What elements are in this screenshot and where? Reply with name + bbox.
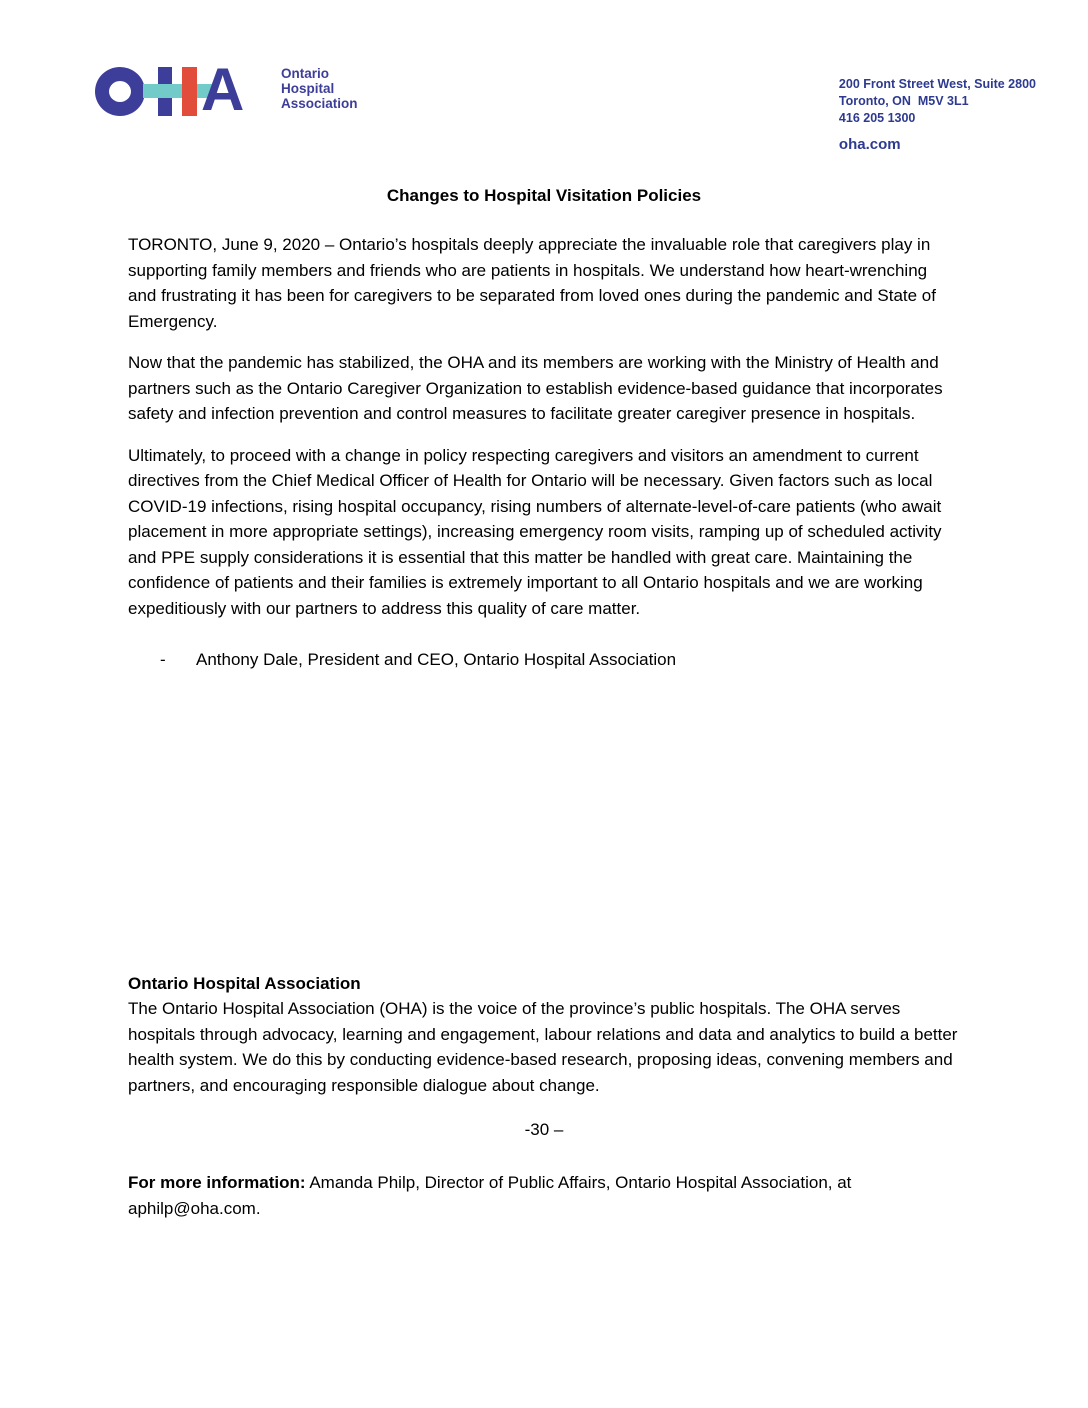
paragraph-stabilized: Now that the pandemic has stabilized, the OHA and its members are working with the Ministry of Health and partners such as the Ontario Caregiver Organization to establish evidence-based guidance that incorporates safety and infection prevention and control measures to facilitate greater caregiver presence in hospitals.: [128, 353, 943, 423]
about-paragraph: The Ontario Hospital Association (OHA) is the voice of the province’s public hospitals. The OHA serves hospitals through advocacy, learning and engagement, labour relations and data and analytics to build a better health system. We do this by conducting evidence-based research, proposing ideas, convening members and partners, and encouraging responsible dialogue about change.: [128, 999, 958, 1095]
oha-logo: [95, 56, 358, 123]
logo-letter-o-icon: [95, 67, 145, 116]
logo-wordmark-line: Ontario: [281, 66, 330, 81]
attribution-dash: -: [160, 650, 166, 669]
address-line-city: Toronto, ON M5V 3L1: [838, 94, 969, 108]
logo-letter-a: A: [201, 56, 243, 123]
oha-logo-mark-icon: [95, 56, 261, 123]
about-heading: Ontario Hospital Association: [128, 973, 361, 993]
address-line-street: 200 Front Street West, Suite 2800: [838, 77, 1036, 91]
address-block: [839, 64, 1036, 154]
attribution-line: [128, 647, 960, 673]
document-body: [0, 186, 1088, 1221]
logo-wordmark-line: Association: [281, 96, 358, 111]
document-title: Changes to Hospital Visitation Policies: [386, 186, 702, 205]
contact-info: [128, 1170, 960, 1221]
logo-wordmark-line: Hospital: [281, 81, 335, 96]
contact-text: Amanda Philp, Director of Public Affairs, Ontario Hospital Association, at aphilp@oha.com.: [128, 1173, 852, 1218]
paragraph-dateline: TORONTO, June 9, 2020 – Ontario’s hospitals deeply appreciate the invaluable role that caregivers play in supporting family members and friends who are patients in hospitals. We understand how heart-wrenching and frustrating it has been for caregivers to be separated from loved ones during the pandemic and State of Emergency.: [128, 235, 936, 331]
logo-red-bar-icon: [182, 67, 197, 116]
contact-label: For more information:: [128, 1173, 306, 1192]
paragraph-policy: Ultimately, to proceed with a change in policy respecting caregivers and visitors an amendment to current directives from the Chief Medical Officer of Health for Ontario will be necessary. Given factors such as local COVID-19 infections, rising hospital occupancy, rising numbers of alternate-level-of-care patients (who await placement in more appropriate settings), increasing emergency room visits, ramping up of scheduled activity and PPE supply considerations it is essential that this matter be handled with great care. Maintaining the confidence of patients and their families is extremely important to all Ontario hospitals and we are working expeditiously with our partners to address this quality of care matter.: [128, 445, 942, 618]
logo-wordmark: [281, 66, 358, 111]
end-mark: -30 –: [524, 1120, 564, 1139]
address-line-phone: 416 205 1300: [838, 111, 916, 125]
website-link[interactable]: oha.com: [838, 136, 901, 153]
attribution-text: Anthony Dale, President and CEO, Ontario Hospital Association: [196, 650, 677, 669]
whitespace-spacer: [128, 673, 960, 971]
header: [0, 0, 1088, 154]
